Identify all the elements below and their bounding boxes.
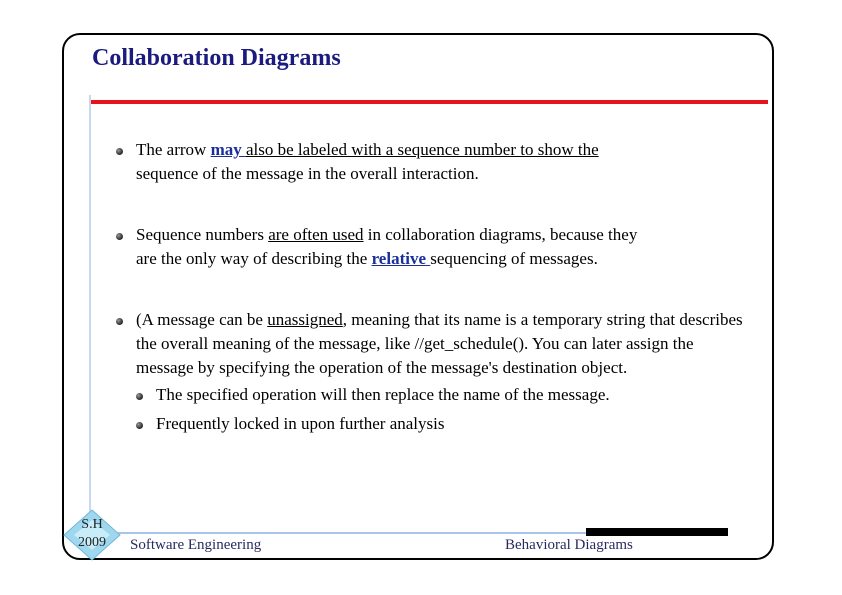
footer-left-text: Software Engineering [130, 537, 262, 553]
footer-bar [586, 528, 728, 536]
left-rule [89, 95, 91, 515]
bullet-item: Sequence numbers are often used in collaboration diagrams, because they are the only way of describing the relative sequencing of messages. [112, 223, 742, 271]
bullet-item: (A message can be unassigned, meaning that its name is a temporary string that describes the overall meaning of the message, like //get_schedule(). You can later assign the message by specifying the operation of the message's destination object. [112, 308, 748, 380]
bullet-dot-icon [116, 233, 123, 240]
footer-right-text: Behavioral Diagrams [505, 537, 633, 553]
logo [62, 508, 122, 562]
bullet-dot-icon [136, 393, 143, 400]
emphasis-text: unassigned [267, 310, 343, 329]
bullet-item: The arrow may also be labeled with a sequence number to show the sequence of the message in the overall interaction. [112, 138, 742, 186]
bullet-list [112, 138, 742, 436]
sub-bullet-item: The specified operation will then replace the name of the message. [112, 383, 742, 407]
title-rule [90, 100, 768, 104]
slide-title: Collaboration Diagrams [92, 45, 341, 71]
bullet-dot-icon [116, 318, 123, 325]
bullet-dot-icon [116, 148, 123, 155]
sub-bullet-item: Frequently locked in upon further analysis [112, 412, 742, 436]
footer-rule [118, 532, 586, 534]
emphasis-text: relative [371, 249, 431, 268]
bullet-dot-icon [136, 422, 143, 429]
emphasis-text: are often used [268, 225, 364, 244]
emphasis-text: may [210, 140, 246, 159]
logo-text: S.H 2009 [78, 517, 106, 550]
